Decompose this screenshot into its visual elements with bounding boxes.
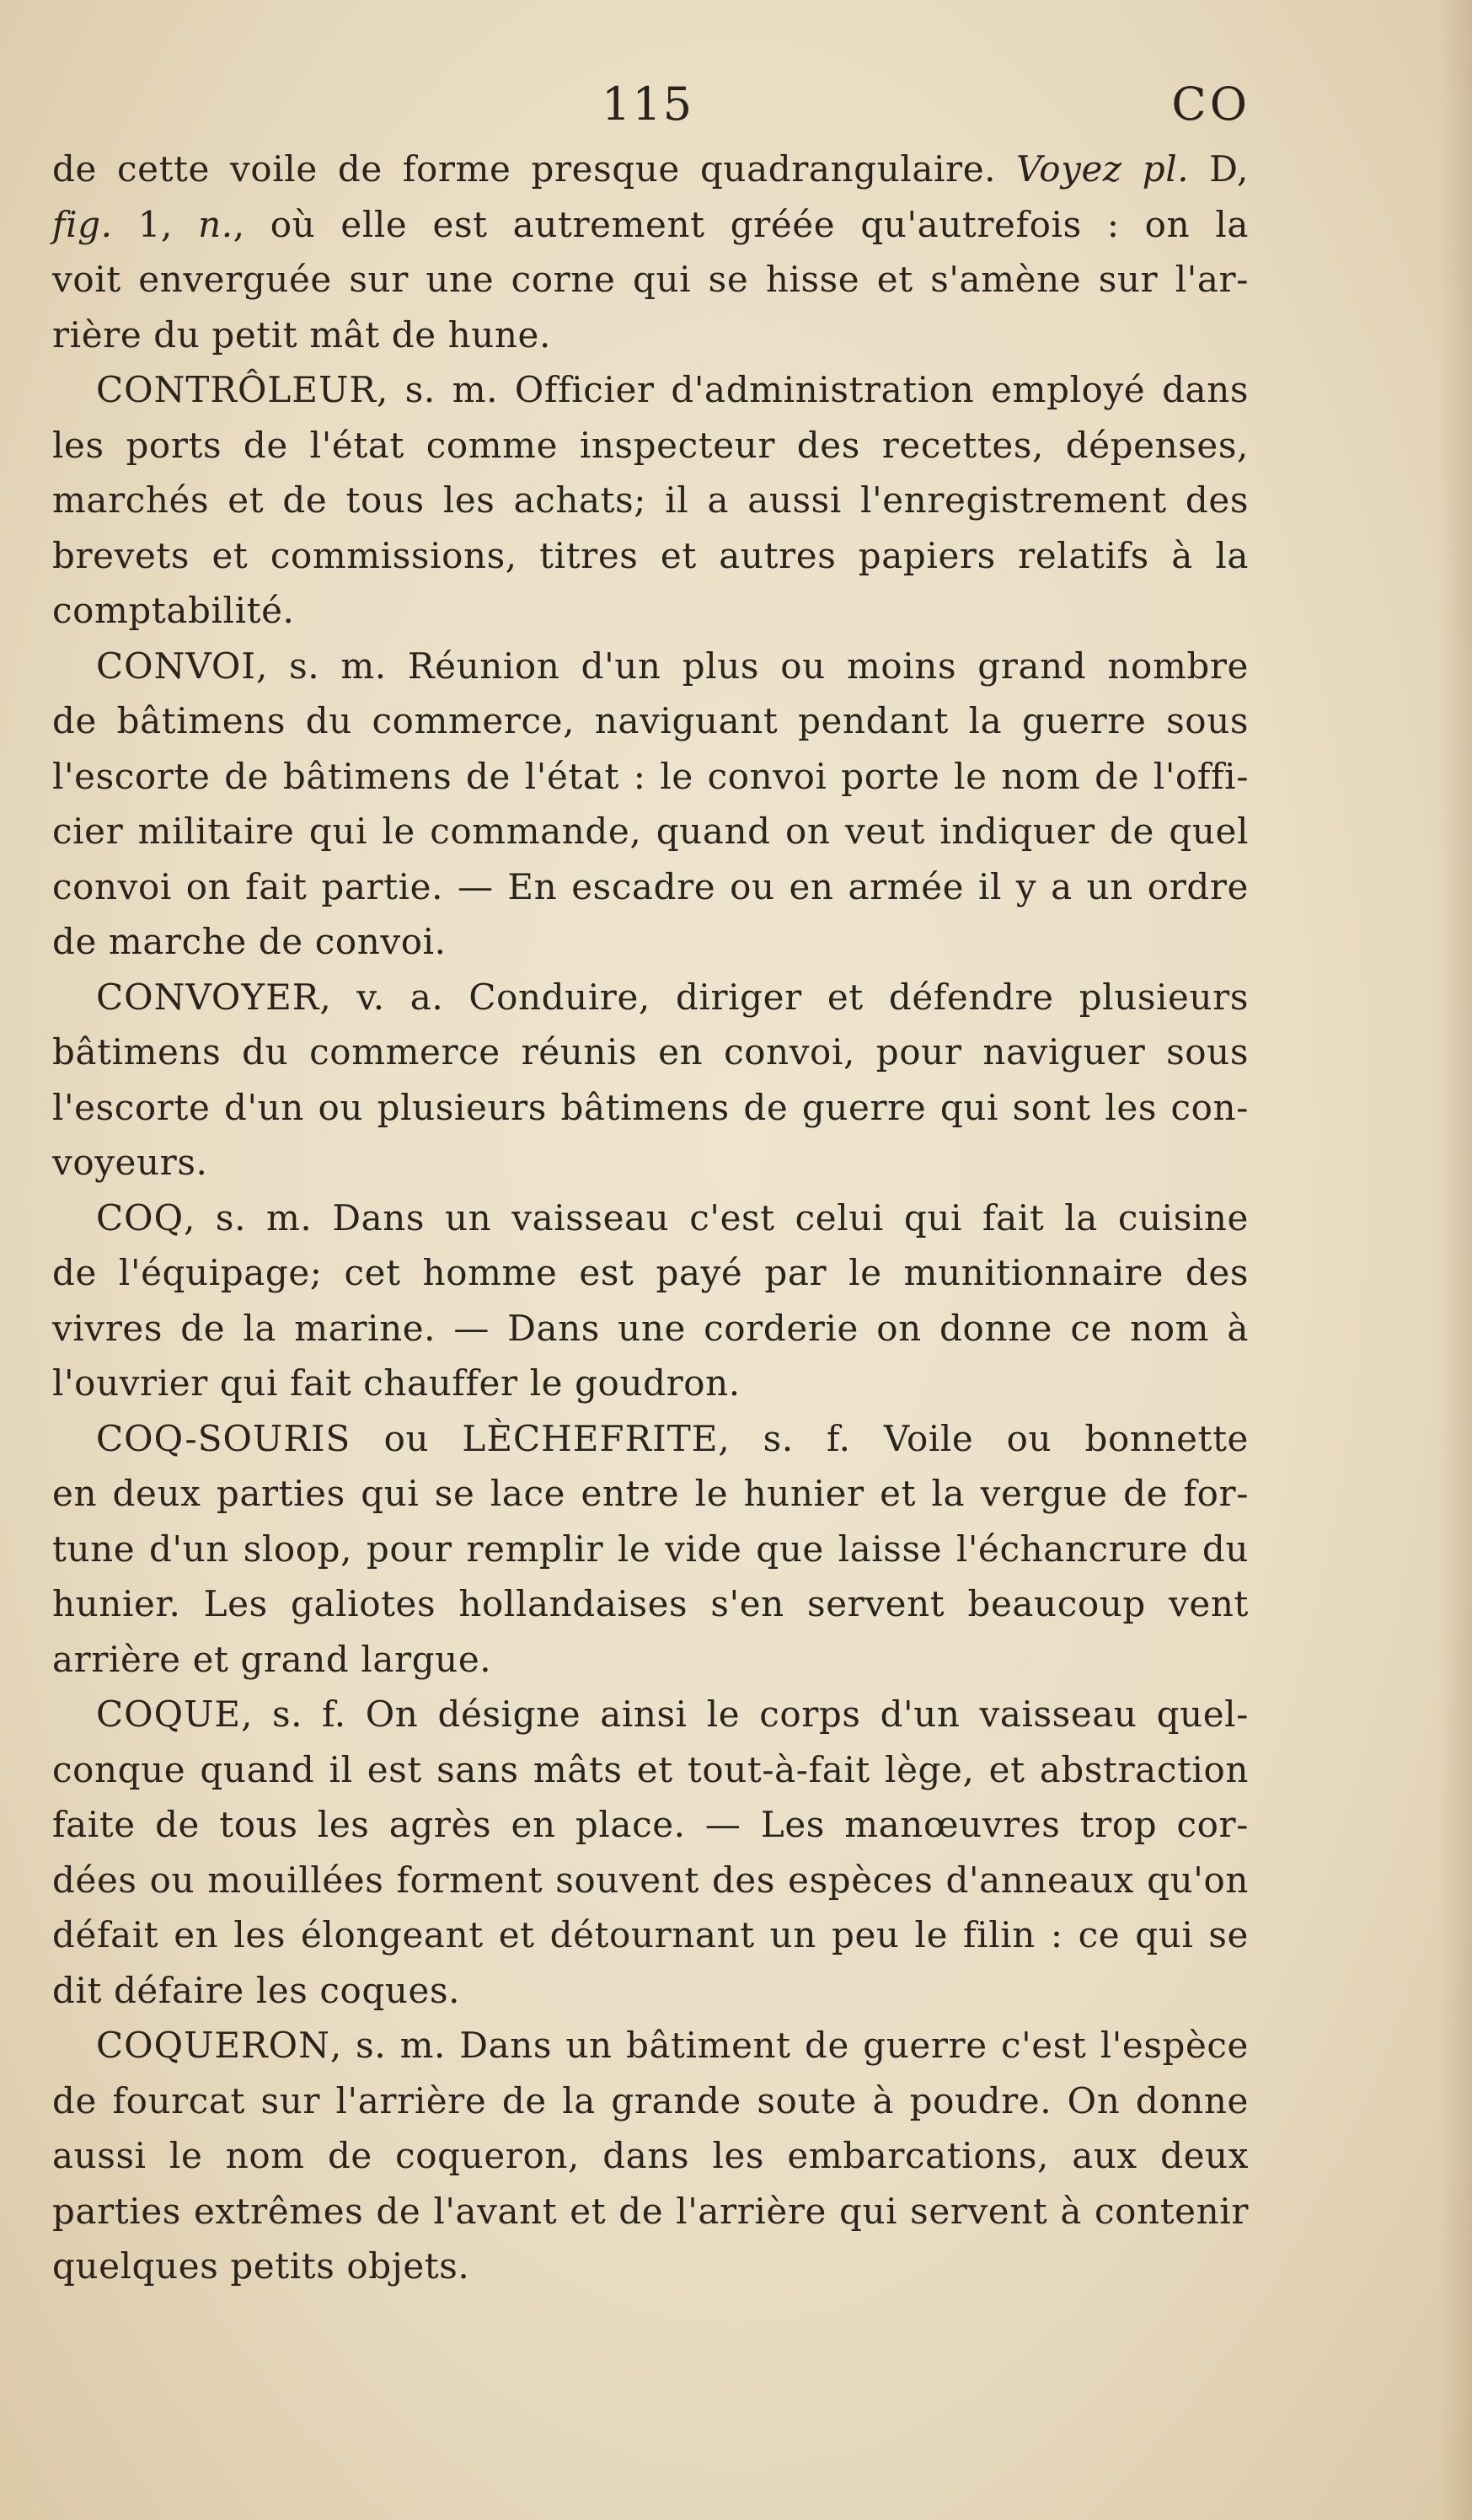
text-line <box>52 914 1249 970</box>
entry-headword: CONVOYER <box>96 976 320 1018</box>
italic-text: n. <box>198 203 233 245</box>
text-fragment: , s. m. Dans un bâtiment de guerre c'est l'espèce <box>329 2025 1249 2066</box>
text-fragment: faite de tous les agrès en place. — Les manœuvres trop cor- <box>52 1804 1249 1845</box>
text-fragment: parties extrêmes de l'avant et de l'arrière qui servent à contenir <box>52 2190 1249 2232</box>
text-line <box>52 197 1249 253</box>
text-fragment: voit enverguée sur une corne qui se hisse et s'amène sur l'ar- <box>52 259 1249 300</box>
text-fragment: , où elle est autrement gréée qu'autrefois : on la <box>233 203 1249 245</box>
text-fragment: brevets et commissions, titres et autres papiers relatifs à la <box>52 534 1249 576</box>
text-fragment: dit défaire les coques. <box>52 1969 461 2011</box>
text-fragment: en deux parties qui se lace entre le hunier et la vergue de for- <box>52 1473 1249 1514</box>
text-line <box>52 418 1249 474</box>
entry-headword: COQ <box>96 1196 185 1239</box>
text-fragment: voyeurs. <box>52 1142 208 1183</box>
text-line <box>52 1742 1249 1798</box>
text-line <box>52 1025 1249 1080</box>
text-fragment: , s. m. Dans un vaisseau c'est celui qui fait la cuisine <box>184 1196 1249 1239</box>
text-line <box>52 1135 1249 1190</box>
text-fragment: rière du petit mât de hune. <box>52 313 551 356</box>
text-fragment: de bâtimens du commerce, naviguant pendant la guerre sous <box>52 700 1249 741</box>
entry-headword: CONTRÔLEUR <box>96 369 377 410</box>
italic-text: fig. <box>52 203 113 245</box>
text-fragment: de marche de convoi. <box>52 921 447 962</box>
page-edge-shadow <box>1438 0 1472 2520</box>
text-fragment: vivres de la marine. — Dans une corderie on donne ce nom à <box>52 1307 1249 1349</box>
text-fragment: , s. m. Réunion d'un plus ou moins grand nombre <box>255 645 1249 687</box>
text-fragment: , s. m. Officier d'administration employé dans <box>376 369 1249 410</box>
text-fragment: , v. a. Conduire, diriger et défendre plusieurs <box>319 976 1249 1018</box>
text-line <box>52 693 1249 749</box>
entry-first-line <box>52 2018 1249 2073</box>
text-fragment: dées ou mouillées forment souvent des espèces d'anneaux qu'on <box>52 1859 1249 1901</box>
text-fragment: quelques petits objets. <box>52 2245 470 2287</box>
entry-first-line <box>52 1687 1249 1742</box>
text-fragment: comptabilité. <box>52 590 295 631</box>
text-line <box>52 2184 1249 2239</box>
text-line <box>52 1080 1249 1136</box>
text-fragment: , s. f. On désigne ainsi le corps d'un vaisseau quel- <box>241 1693 1249 1735</box>
entry-first-line <box>52 1190 1249 1246</box>
text-fragment: , s. f. Voile ou bonnette <box>718 1417 1250 1459</box>
text-line <box>52 2073 1249 2129</box>
page-number: 115 <box>602 78 694 131</box>
text-line <box>52 1522 1249 1577</box>
text-line <box>52 473 1249 528</box>
entry-headword: COQ-SOURIS <box>96 1417 351 1459</box>
dictionary-text <box>52 142 1249 2294</box>
entry-first-line <box>52 970 1249 1025</box>
text-line <box>52 2239 1249 2294</box>
text-fragment: cier militaire qui le commande, quand on veut indiquer de quel <box>52 811 1249 852</box>
text-fragment: de fourcat sur l'arrière de la grande soute à poudre. On donne <box>52 2079 1249 2121</box>
text-line <box>52 583 1249 639</box>
text-line <box>52 1797 1249 1853</box>
text-line <box>52 859 1249 915</box>
entry-headword: LÈCHEFRITE <box>462 1417 719 1459</box>
entry-headword: CONVOI <box>96 645 256 687</box>
text-fragment: conque quand il est sans mâts et tout-à-fait lège, et abstraction <box>52 1748 1249 1790</box>
text-fragment: l'ouvrier qui fait chauffer le goudron. <box>52 1362 741 1404</box>
text-fragment: D, <box>1189 148 1249 190</box>
text-line <box>52 1466 1249 1522</box>
text-fragment: ou <box>351 1417 463 1459</box>
entry-headword: COQUERON <box>96 2025 330 2066</box>
text-fragment: aussi le nom de coqueron, dans les embarcations, aux deux <box>52 2135 1249 2176</box>
text-line <box>52 804 1249 859</box>
entry-first-line <box>52 1411 1249 1467</box>
text-fragment: convoi on fait partie. — En escadre ou en armée il y a un ordre <box>52 865 1249 907</box>
page-header <box>54 71 1250 138</box>
text-line <box>52 308 1249 363</box>
text-fragment: marchés et de tous les achats; il a aussi l'enregistrement des <box>52 479 1249 521</box>
text-line <box>52 1907 1249 1963</box>
text-line <box>52 252 1249 308</box>
text-fragment: l'escorte d'un ou plusieurs bâtimens de guerre qui sont les con- <box>52 1086 1249 1128</box>
text-line <box>52 1576 1249 1632</box>
italic-text: Voyez pl. <box>1016 148 1190 190</box>
text-fragment: 1, <box>112 203 199 245</box>
text-line <box>52 749 1249 805</box>
text-fragment: l'escorte de bâtimens de l'état : le convoi porte le nom de l'offi- <box>52 755 1249 797</box>
text-fragment: hunier. Les galiotes hollandaises s'en servent beaucoup vent <box>52 1583 1249 1624</box>
entry-first-line <box>52 639 1249 694</box>
text-fragment: de l'équipage; cet homme est payé par le munitionnaire des <box>52 1252 1249 1293</box>
text-fragment: les ports de l'état comme inspecteur des recettes, dépenses, <box>52 424 1249 466</box>
text-line <box>52 1632 1249 1688</box>
text-fragment: bâtimens du commerce réunis en convoi, pour naviguer sous <box>52 1031 1249 1073</box>
text-line <box>52 1853 1249 1908</box>
text-line <box>52 1356 1249 1411</box>
text-line <box>52 1301 1249 1356</box>
text-fragment: arrière et grand largue. <box>52 1638 492 1680</box>
text-line <box>52 1963 1249 2019</box>
text-fragment: de cette voile de forme presque quadrangulaire. <box>52 148 1017 190</box>
text-line <box>52 1245 1249 1301</box>
text-fragment: tune d'un sloop, pour remplir le vide que laisse l'échancrure du <box>52 1528 1249 1570</box>
text-line <box>52 2128 1249 2184</box>
text-line <box>52 528 1249 584</box>
text-line <box>52 142 1249 197</box>
entry-first-line <box>52 362 1249 418</box>
running-head: CO <box>1171 78 1250 131</box>
entry-headword: COQUE <box>96 1693 242 1735</box>
text-fragment: défait en les élongeant et détournant un peu le filin : ce qui se <box>52 1914 1249 1956</box>
